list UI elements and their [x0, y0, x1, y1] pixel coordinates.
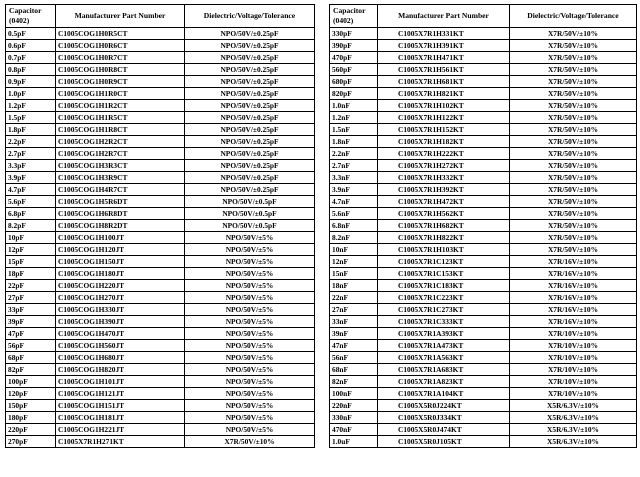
table-row — [330, 280, 637, 292]
dielectric-cell: X7R/16V/±10% — [510, 256, 637, 268]
header-dielectric: Dielectric/Voltage/Tolerance — [185, 5, 315, 28]
capacitance-cell: 470pF — [330, 52, 378, 64]
dielectric-cell: NPO/50V/±5% — [185, 256, 315, 268]
table-row — [6, 184, 315, 196]
capacitance-cell: 2.7pF — [6, 148, 56, 160]
table-row — [6, 112, 315, 124]
part-number-cell: C1005X7R1C333KT — [378, 316, 510, 328]
part-number-cell: C1005COG1H1R0CT — [56, 88, 185, 100]
capacitance-cell: 1.0nF — [330, 100, 378, 112]
table-row — [330, 196, 637, 208]
capacitance-cell: 18nF — [330, 280, 378, 292]
capacitance-cell: 6.8pF — [6, 208, 56, 220]
dielectric-cell: X7R/10V/±10% — [510, 376, 637, 388]
dielectric-cell: X7R/50V/±10% — [510, 100, 637, 112]
part-number-cell: C1005COG1H680JT — [56, 352, 185, 364]
dielectric-cell: X7R/50V/±10% — [510, 160, 637, 172]
capacitance-cell: 1.5pF — [6, 112, 56, 124]
part-number-cell: C1005X5R0J474KT — [378, 424, 510, 436]
capacitance-cell: 220pF — [6, 424, 56, 436]
capacitance-cell: 1.8nF — [330, 136, 378, 148]
table-body-left — [6, 28, 315, 448]
dielectric-cell: NPO/50V/±0.25pF — [185, 184, 315, 196]
capacitance-cell: 1.8pF — [6, 124, 56, 136]
capacitance-cell: 10pF — [6, 232, 56, 244]
part-number-cell: C1005X7R1C153KT — [378, 268, 510, 280]
capacitance-cell: 33nF — [330, 316, 378, 328]
table-row — [330, 208, 637, 220]
capacitance-cell: 56nF — [330, 352, 378, 364]
part-number-cell: C1005COG1H220JT — [56, 280, 185, 292]
part-number-cell: C1005X7R1H332KT — [378, 172, 510, 184]
table-row — [6, 88, 315, 100]
dielectric-cell: NPO/50V/±5% — [185, 412, 315, 424]
part-number-cell: C1005X7R1H472KT — [378, 196, 510, 208]
table-row — [6, 208, 315, 220]
table-row — [330, 184, 637, 196]
table-row — [330, 400, 637, 412]
dielectric-cell: X7R/50V/±10% — [510, 52, 637, 64]
dielectric-cell: NPO/50V/±0.5pF — [185, 208, 315, 220]
capacitance-cell: 180pF — [6, 412, 56, 424]
capacitance-cell: 3.3nF — [330, 172, 378, 184]
part-number-cell: C1005X7R1H822KT — [378, 232, 510, 244]
table-row — [330, 376, 637, 388]
part-number-cell: C1005X7R1H271KT — [56, 436, 185, 448]
header-part-number: Manufacturer Part Number — [378, 5, 510, 28]
capacitance-cell: 220nF — [330, 400, 378, 412]
capacitance-cell: 390pF — [330, 40, 378, 52]
table-row — [6, 280, 315, 292]
table-row — [6, 364, 315, 376]
part-number-cell: C1005COG1H0R8CT — [56, 64, 185, 76]
part-number-cell: C1005X7R1H331KT — [378, 28, 510, 40]
part-number-cell: C1005X7R1H682KT — [378, 220, 510, 232]
part-number-cell: C1005X7R1A473KT — [378, 340, 510, 352]
part-number-cell: C1005COG1H180JT — [56, 268, 185, 280]
dielectric-cell: NPO/50V/±5% — [185, 244, 315, 256]
dielectric-cell: X7R/50V/±10% — [510, 196, 637, 208]
part-number-cell: C1005COG1H0R6CT — [56, 40, 185, 52]
part-number-cell: C1005X7R1A683KT — [378, 364, 510, 376]
capacitance-cell: 1.2nF — [330, 112, 378, 124]
part-number-cell: C1005COG1H151JT — [56, 400, 185, 412]
capacitance-cell: 0.8pF — [6, 64, 56, 76]
table-row — [6, 196, 315, 208]
part-number-cell: C1005X7R1H102KT — [378, 100, 510, 112]
part-number-cell: C1005X7R1H681KT — [378, 76, 510, 88]
dielectric-cell: NPO/50V/±5% — [185, 352, 315, 364]
table-row — [6, 220, 315, 232]
capacitance-cell: 3.9pF — [6, 172, 56, 184]
part-number-cell: C1005COG1H470JT — [56, 328, 185, 340]
table-row — [330, 244, 637, 256]
capacitance-cell: 8.2nF — [330, 232, 378, 244]
capacitance-cell: 4.7nF — [330, 196, 378, 208]
part-number-cell: C1005COG1H5R6DT — [56, 196, 185, 208]
part-number-cell: C1005COG1H120JT — [56, 244, 185, 256]
dielectric-cell: NPO/50V/±0.25pF — [185, 64, 315, 76]
dielectric-cell: X5R/6.3V/±10% — [510, 424, 637, 436]
part-number-cell: C1005COG1H0R9CT — [56, 76, 185, 88]
table-row — [6, 232, 315, 244]
part-number-cell: C1005COG1H330JT — [56, 304, 185, 316]
capacitance-cell: 47nF — [330, 340, 378, 352]
capacitance-cell: 12pF — [6, 244, 56, 256]
capacitor-table-left — [5, 4, 315, 448]
dielectric-cell: NPO/50V/±5% — [185, 376, 315, 388]
dielectric-cell: X7R/10V/±10% — [510, 388, 637, 400]
dielectric-cell: X7R/50V/±10% — [510, 232, 637, 244]
part-number-cell: C1005COG1H150JT — [56, 256, 185, 268]
dielectric-cell: X7R/50V/±10% — [510, 184, 637, 196]
capacitance-cell: 150pF — [6, 400, 56, 412]
part-number-cell: C1005COG1H1R5CT — [56, 112, 185, 124]
capacitance-cell: 27pF — [6, 292, 56, 304]
part-number-cell: C1005COG1H6R8DT — [56, 208, 185, 220]
capacitance-cell: 8.2pF — [6, 220, 56, 232]
table-row — [330, 328, 637, 340]
dielectric-cell: NPO/50V/±5% — [185, 268, 315, 280]
table-row — [330, 292, 637, 304]
capacitance-cell: 18pF — [6, 268, 56, 280]
capacitance-cell: 120pF — [6, 388, 56, 400]
part-number-cell: C1005COG1H221JT — [56, 424, 185, 436]
part-number-cell: C1005COG1H4R7CT — [56, 184, 185, 196]
table-row — [6, 412, 315, 424]
capacitance-cell: 39nF — [330, 328, 378, 340]
table-row — [330, 88, 637, 100]
capacitance-cell: 10nF — [330, 244, 378, 256]
capacitance-cell: 1.0uF — [330, 436, 378, 448]
dielectric-cell: NPO/50V/±0.25pF — [185, 160, 315, 172]
part-number-cell: C1005X7R1H222KT — [378, 148, 510, 160]
table-header-row — [6, 5, 315, 28]
table-row — [6, 40, 315, 52]
capacitance-cell: 33pF — [6, 304, 56, 316]
part-number-cell: C1005COG1H1R2CT — [56, 100, 185, 112]
dielectric-cell: X7R/50V/±10% — [510, 88, 637, 100]
table-row — [6, 148, 315, 160]
capacitance-cell: 68nF — [330, 364, 378, 376]
table-row — [6, 160, 315, 172]
capacitance-cell: 100pF — [6, 376, 56, 388]
capacitance-cell: 5.6nF — [330, 208, 378, 220]
part-number-cell: C1005COG1H2R2CT — [56, 136, 185, 148]
table-row — [6, 340, 315, 352]
part-number-cell: C1005X7R1H561KT — [378, 64, 510, 76]
dielectric-cell: X7R/10V/±10% — [510, 364, 637, 376]
part-number-cell: C1005COG1H560JT — [56, 340, 185, 352]
capacitance-cell: 270pF — [6, 436, 56, 448]
dielectric-cell: X7R/50V/±10% — [510, 28, 637, 40]
capacitance-cell: 100nF — [330, 388, 378, 400]
dielectric-cell: X7R/50V/±10% — [510, 172, 637, 184]
capacitance-cell: 68pF — [6, 352, 56, 364]
table-row — [330, 340, 637, 352]
table-row — [6, 400, 315, 412]
dielectric-cell: NPO/50V/±0.25pF — [185, 172, 315, 184]
table-row — [6, 388, 315, 400]
part-number-cell: C1005X5R0J224KT — [378, 400, 510, 412]
capacitance-cell: 560pF — [330, 64, 378, 76]
capacitance-cell: 22pF — [6, 280, 56, 292]
capacitance-cell: 1.0pF — [6, 88, 56, 100]
part-number-cell: C1005X7R1A563KT — [378, 352, 510, 364]
dielectric-cell: X7R/50V/±10% — [510, 136, 637, 148]
part-number-cell: C1005COG1H121JT — [56, 388, 185, 400]
table-row — [6, 124, 315, 136]
dielectric-cell: X5R/6.3V/±10% — [510, 400, 637, 412]
header-capacitor: Capacitor (0402) — [6, 5, 56, 28]
dielectric-cell: NPO/50V/±5% — [185, 340, 315, 352]
part-number-cell: C1005COG1H8R2DT — [56, 220, 185, 232]
capacitance-cell: 22nF — [330, 292, 378, 304]
table-row — [330, 124, 637, 136]
table-row — [330, 256, 637, 268]
table-body-right — [330, 28, 637, 448]
part-number-cell: C1005COG1H3R3CT — [56, 160, 185, 172]
part-number-cell: C1005X7R1H391KT — [378, 40, 510, 52]
capacitance-cell: 0.6pF — [6, 40, 56, 52]
dielectric-cell: X7R/50V/±10% — [510, 112, 637, 124]
part-number-cell: C1005X7R1A393KT — [378, 328, 510, 340]
part-number-cell: C1005X7R1C223KT — [378, 292, 510, 304]
capacitance-cell: 82pF — [6, 364, 56, 376]
capacitance-cell: 470nF — [330, 424, 378, 436]
capacitance-cell: 0.5pF — [6, 28, 56, 40]
dielectric-cell: X7R/16V/±10% — [510, 304, 637, 316]
capacitance-cell: 330nF — [330, 412, 378, 424]
header-capacitor: Capacitor (0402) — [330, 5, 378, 28]
part-number-cell: C1005X7R1H562KT — [378, 208, 510, 220]
dielectric-cell: X7R/50V/±10% — [510, 220, 637, 232]
dielectric-cell: NPO/50V/±5% — [185, 388, 315, 400]
capacitance-cell: 56pF — [6, 340, 56, 352]
table-row — [330, 364, 637, 376]
table-row — [6, 244, 315, 256]
table-row — [330, 412, 637, 424]
dielectric-cell: NPO/50V/±0.25pF — [185, 52, 315, 64]
dielectric-cell: NPO/50V/±5% — [185, 328, 315, 340]
table-row — [330, 172, 637, 184]
capacitance-cell: 1.5nF — [330, 124, 378, 136]
table-row — [6, 136, 315, 148]
table-row — [6, 376, 315, 388]
dielectric-cell: NPO/50V/±0.25pF — [185, 136, 315, 148]
part-number-cell: C1005COG1H1R8CT — [56, 124, 185, 136]
part-number-cell: C1005COG1H101JT — [56, 376, 185, 388]
table-row — [6, 172, 315, 184]
capacitance-cell: 27nF — [330, 304, 378, 316]
capacitance-cell: 39pF — [6, 316, 56, 328]
capacitance-cell: 0.7pF — [6, 52, 56, 64]
part-number-cell: C1005COG1H0R5CT — [56, 28, 185, 40]
capacitance-cell: 3.9nF — [330, 184, 378, 196]
table-row — [6, 424, 315, 436]
part-number-cell: C1005COG1H181JT — [56, 412, 185, 424]
part-number-cell: C1005X7R1H122KT — [378, 112, 510, 124]
table-row — [6, 292, 315, 304]
capacitance-cell: 47pF — [6, 328, 56, 340]
table-row — [330, 148, 637, 160]
table-row — [330, 352, 637, 364]
dielectric-cell: NPO/50V/±0.25pF — [185, 76, 315, 88]
dielectric-cell: NPO/50V/±5% — [185, 292, 315, 304]
dielectric-cell: NPO/50V/±0.25pF — [185, 28, 315, 40]
table-row — [6, 304, 315, 316]
dielectric-cell: X5R/6.3V/±10% — [510, 436, 637, 448]
dielectric-cell: X7R/10V/±10% — [510, 352, 637, 364]
capacitance-cell: 12nF — [330, 256, 378, 268]
table-row — [6, 352, 315, 364]
table-row — [330, 304, 637, 316]
dielectric-cell: X7R/16V/±10% — [510, 292, 637, 304]
dielectric-cell: X7R/16V/±10% — [510, 268, 637, 280]
table-row — [330, 136, 637, 148]
table-row — [330, 64, 637, 76]
dielectric-cell: X7R/50V/±10% — [510, 244, 637, 256]
header-dielectric: Dielectric/Voltage/Tolerance — [510, 5, 637, 28]
dielectric-cell: NPO/50V/±5% — [185, 232, 315, 244]
capacitance-cell: 5.6pF — [6, 196, 56, 208]
capacitance-cell: 1.2pF — [6, 100, 56, 112]
table-row — [330, 112, 637, 124]
part-number-cell: C1005X7R1C273KT — [378, 304, 510, 316]
dielectric-cell: X7R/50V/±10% — [185, 436, 315, 448]
part-number-cell: C1005COG1H100JT — [56, 232, 185, 244]
part-number-cell: C1005X7R1H821KT — [378, 88, 510, 100]
part-number-cell: C1005X7R1H272KT — [378, 160, 510, 172]
table-row — [330, 220, 637, 232]
dielectric-cell: NPO/50V/±5% — [185, 400, 315, 412]
part-number-cell: C1005X5R0J105KT — [378, 436, 510, 448]
part-number-cell: C1005X7R1H471KT — [378, 52, 510, 64]
dielectric-cell: X7R/50V/±10% — [510, 40, 637, 52]
table-row — [6, 52, 315, 64]
capacitance-cell: 82nF — [330, 376, 378, 388]
dielectric-cell: NPO/50V/±5% — [185, 316, 315, 328]
table-row — [330, 160, 637, 172]
capacitance-cell: 820pF — [330, 88, 378, 100]
dielectric-cell: X7R/10V/±10% — [510, 328, 637, 340]
dielectric-cell: NPO/50V/±5% — [185, 364, 315, 376]
capacitance-cell: 330pF — [330, 28, 378, 40]
capacitance-cell: 15pF — [6, 256, 56, 268]
table-row — [330, 316, 637, 328]
table-row — [330, 268, 637, 280]
dielectric-cell: NPO/50V/±0.5pF — [185, 220, 315, 232]
dielectric-cell: X5R/6.3V/±10% — [510, 412, 637, 424]
capacitance-cell: 15nF — [330, 268, 378, 280]
capacitor-table-right — [329, 4, 637, 448]
part-number-cell: C1005X7R1C183KT — [378, 280, 510, 292]
part-number-cell: C1005X7R1H152KT — [378, 124, 510, 136]
table-row — [6, 256, 315, 268]
table-row — [330, 28, 637, 40]
table-row — [6, 328, 315, 340]
part-number-cell: C1005X7R1C123KT — [378, 256, 510, 268]
table-row — [330, 100, 637, 112]
capacitance-cell: 2.2pF — [6, 136, 56, 148]
table-row — [6, 64, 315, 76]
header-part-number: Manufacturer Part Number — [56, 5, 185, 28]
part-number-cell: C1005X5R0J334KT — [378, 412, 510, 424]
dielectric-cell: X7R/50V/±10% — [510, 76, 637, 88]
part-number-cell: C1005COG1H3R9CT — [56, 172, 185, 184]
dielectric-cell: X7R/50V/±10% — [510, 148, 637, 160]
dielectric-cell: X7R/50V/±10% — [510, 124, 637, 136]
part-number-cell: C1005COG1H2R7CT — [56, 148, 185, 160]
capacitance-cell: 6.8nF — [330, 220, 378, 232]
part-number-cell: C1005X7R1A823KT — [378, 376, 510, 388]
dielectric-cell: NPO/50V/±5% — [185, 280, 315, 292]
part-number-cell: C1005COG1H270JT — [56, 292, 185, 304]
table-row — [6, 316, 315, 328]
part-number-cell: C1005COG1H0R7CT — [56, 52, 185, 64]
table-row — [330, 52, 637, 64]
dielectric-cell: X7R/16V/±10% — [510, 280, 637, 292]
capacitance-cell: 680pF — [330, 76, 378, 88]
part-number-cell: C1005COG1H820JT — [56, 364, 185, 376]
dielectric-cell: NPO/50V/±0.25pF — [185, 112, 315, 124]
capacitance-cell: 2.2nF — [330, 148, 378, 160]
capacitance-cell: 2.7nF — [330, 160, 378, 172]
dielectric-cell: NPO/50V/±0.25pF — [185, 40, 315, 52]
table-row — [330, 76, 637, 88]
dielectric-cell: NPO/50V/±0.25pF — [185, 100, 315, 112]
table-row — [330, 424, 637, 436]
table-row — [6, 436, 315, 448]
table-row — [330, 40, 637, 52]
capacitance-cell: 0.9pF — [6, 76, 56, 88]
table-row — [330, 436, 637, 448]
dielectric-cell: NPO/50V/±5% — [185, 424, 315, 436]
capacitance-cell: 4.7pF — [6, 184, 56, 196]
table-header-row — [330, 5, 637, 28]
part-number-cell: C1005X7R1H392KT — [378, 184, 510, 196]
table-row — [330, 388, 637, 400]
dielectric-cell: NPO/50V/±0.25pF — [185, 148, 315, 160]
table-row — [6, 28, 315, 40]
capacitance-cell: 3.3pF — [6, 160, 56, 172]
part-number-cell: C1005X7R1A104KT — [378, 388, 510, 400]
part-number-cell: C1005X7R1H103KT — [378, 244, 510, 256]
dielectric-cell: X7R/50V/±10% — [510, 64, 637, 76]
table-row — [6, 100, 315, 112]
dielectric-cell: X7R/16V/±10% — [510, 316, 637, 328]
part-number-cell: C1005X7R1H182KT — [378, 136, 510, 148]
dielectric-cell: NPO/50V/±0.25pF — [185, 88, 315, 100]
part-number-cell: C1005COG1H390JT — [56, 316, 185, 328]
dielectric-cell: X7R/10V/±10% — [510, 340, 637, 352]
table-row — [330, 232, 637, 244]
dielectric-cell: NPO/50V/±5% — [185, 304, 315, 316]
dielectric-cell: X7R/50V/±10% — [510, 208, 637, 220]
dielectric-cell: NPO/50V/±0.5pF — [185, 196, 315, 208]
dielectric-cell: NPO/50V/±0.25pF — [185, 124, 315, 136]
table-row — [6, 268, 315, 280]
table-row — [6, 76, 315, 88]
